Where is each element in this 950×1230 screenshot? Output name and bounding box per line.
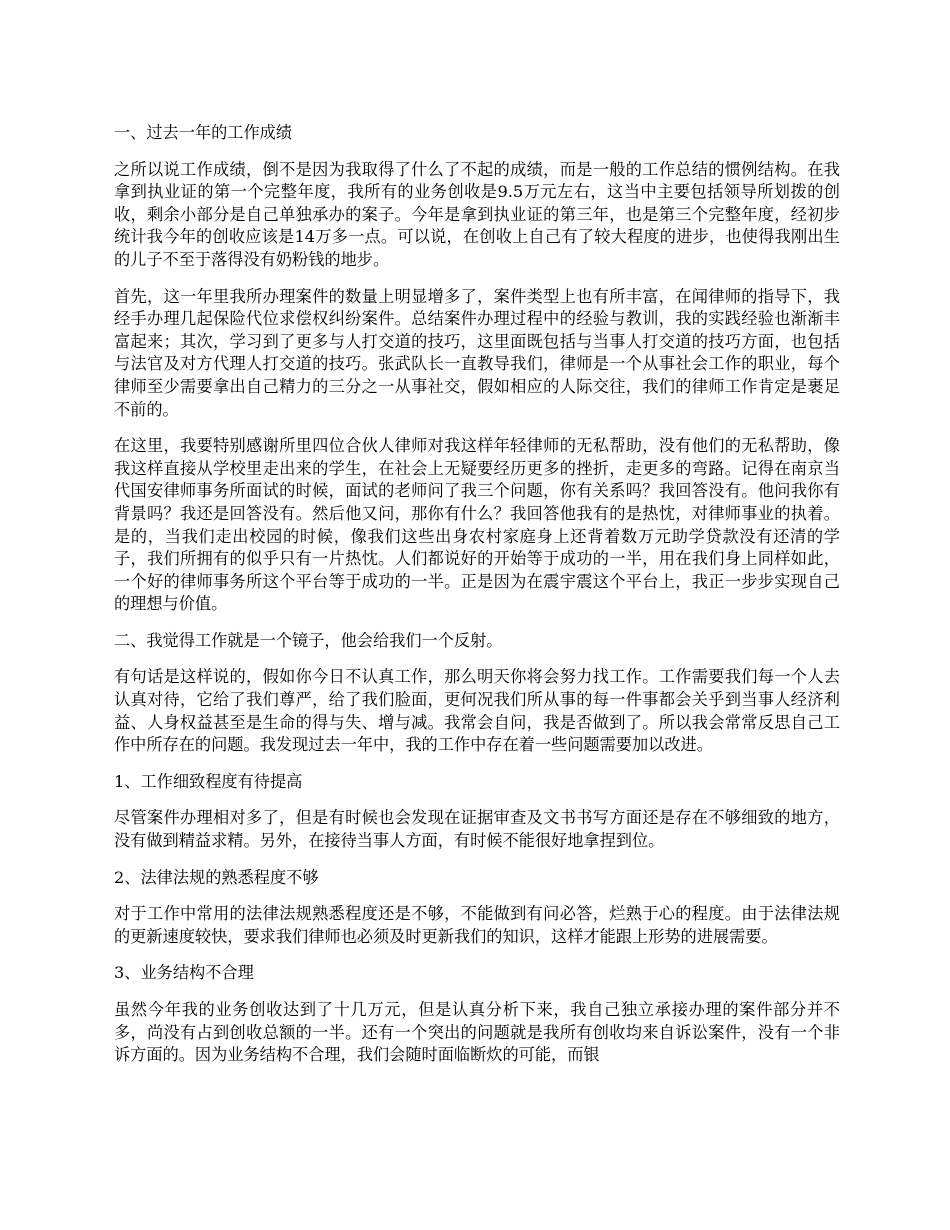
subheading-3: 3、业务结构不合理 — [114, 963, 254, 983]
paragraph-law-familiarity: 对于工作中常用的法律法规熟悉程度还是不够，不能做到有问必答，烂熟于心的程度。由于法律法规的更新速度较快，要求我们律师也必须及时更新我们的知识，这样才能跟上形势的进展需要。 — [114, 904, 840, 946]
subheading-1: 1、工作细致程度有待提高 — [114, 771, 303, 791]
paragraph-thanks: 在这里，我要特别感谢所里四位合伙人律师对我这样年轻律师的无私帮助，没有他们的无私帮助，像我这样直接从学校里走出来的学生，在社会上无疑要经历更多的挫折，走更多的弯路。记得在南京当代国安律师事务所面试的时候，面试的老师问了我三个问题，你有关系吗？我回答没有。他问我你有背景吗？我还是回答没有。然后他又问，那你有什么？我回答他我有的是热忱，对律师事业的执着。是的，当我们走出校园的时候，像我们这些出身农村家庭身上还背着数万元助学贷款没有还清的学子，我们所拥有的似乎只有一片热忱。人们都说好的开始等于成功的一半，用在我们身上同样如此，一个好的律师事务所这个平台等于成功的一半。正是因为在震宇震这个平台上，我正一步步实现自己的理想与价值。 — [114, 436, 840, 614]
subheading-2: 2、法律法规的熟悉程度不够 — [114, 867, 319, 887]
paragraph-achievements: 之所以说工作成绩，倒不是因为我取得了什么了不起的成绩，而是一般的工作总结的惯例结构。在我拿到执业证的第一个完整年度，我所有的业务创收是9.5万元左右，这当中主要包括领导所划拨的创收，剩余小部分是自己单独承办的案子。今年是拿到执业证的第三年，也是第三个完整年度，经初步统计我今年的创收应该是14万多一点。可以说，在创收上自己有了较大程度的进步，也使得我刚出生的儿子不至于落得没有奶粉钱的地步。 — [114, 159, 840, 269]
paragraph-first-second: 首先，这一年里我所办理案件的数量上明显增多了，案件类型上也有所丰富，在闻律师的指导下，我经手办理几起保险代位求偿权纠纷案件。总结案件办理过程中的经验与教训，我的实践经验也渐渐丰富起来；其次，学习到了更多与人打交道的技巧，这里面既包括与当事人打交道的技巧方面，也包括与法官及对方代理人打交道的技巧。张武队长一直教导我们，律师是一个从事社会工作的职业，每个律师至少需要拿出自己精力的三分之一从事社交，假如相应的人际交往，我们的律师工作肯定是裹足不前的。 — [114, 286, 840, 419]
section-heading-2: 二、我觉得工作就是一个镜子，他会给我们一个反射。 — [114, 630, 503, 650]
section-heading-1: 一、过去一年的工作成绩 — [114, 123, 293, 142]
document-body — [114, 122, 840, 1081]
paragraph-work-attitude: 有句话是这样说的，假如你今日不认真工作，那么明天你将会努力找工作。工作需要我们每一个人去认真对待，它给了我们尊严，给了我们脸面，更何况我们所从事的每一件事都会关乎到当事人经济利益、人身权益甚至是生命的得与失、增与减。我常会自问，我是否做到了。所以我会常常反思自己工作中所存在的问题。我发现过去一年中，我的工作中存在着一些问题需要加以改进。 — [114, 667, 840, 755]
paragraph-business-structure: 虽然今年我的业务创收达到了十几万元，但是认真分析下来，我自己独立承接办理的案件部分并不多，尚没有占到创收总额的一半。还有一个突出的问题就是我所有创收均来自诉讼案件，没有一个非诉方面的。因为业务结构不合理，我们会随时面临断炊的可能，而银 — [114, 1000, 840, 1065]
paragraph-detail: 尽管案件办理相对多了，但是有时候也会发现在证据审查及文书书写方面还是存在不够细致的地方，没有做到精益求精。另外，在接待当事人方面，有时候不能很好地拿捏到位。 — [114, 808, 840, 851]
